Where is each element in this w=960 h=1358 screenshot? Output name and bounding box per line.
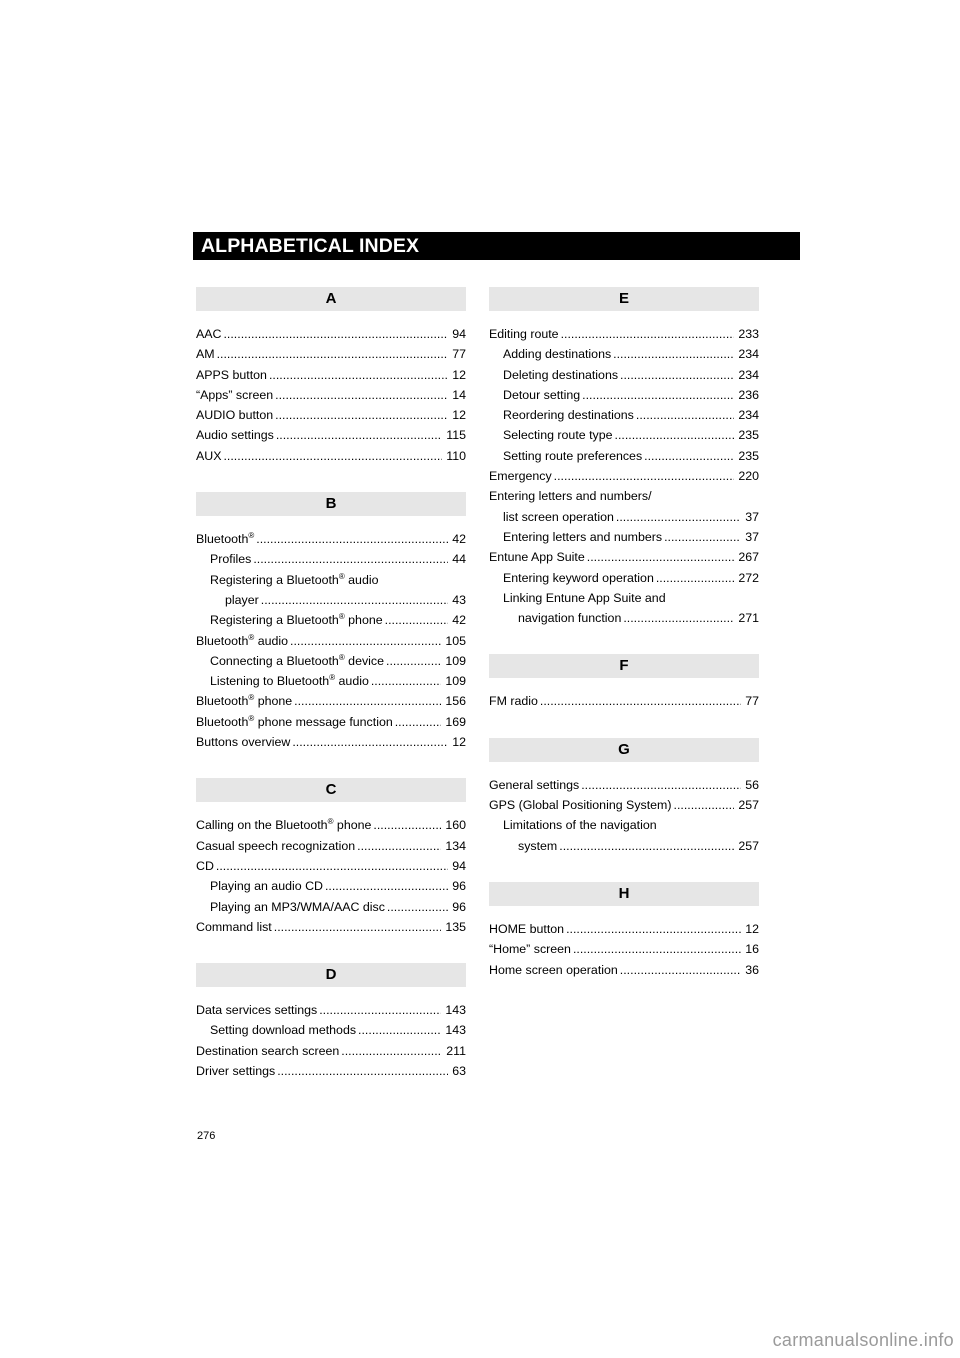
entry-label-text: HOME button	[489, 921, 565, 936]
index-entry[interactable]	[196, 897, 466, 917]
entry-label	[196, 856, 214, 876]
entry-label	[503, 446, 642, 466]
entry-label-text: Connecting a Bluetooth	[210, 653, 339, 668]
index-entry[interactable]	[489, 775, 759, 795]
registered-mark: ®	[248, 531, 255, 541]
entry-page-number: 234	[738, 347, 759, 362]
entry-label-text: AUX	[196, 448, 222, 463]
entry-label-suffix: phone message function	[254, 714, 393, 729]
entry-label	[210, 1020, 356, 1040]
entry-label	[196, 385, 273, 405]
registered-mark: ®	[248, 693, 255, 703]
entry-page-number: 143	[445, 1023, 466, 1038]
index-entry[interactable]	[489, 466, 759, 486]
leader-dots	[261, 590, 448, 610]
entry-label	[489, 547, 585, 567]
entry-label	[210, 876, 323, 896]
entry-label-text: Bluetooth	[196, 714, 249, 729]
entry-page-number: 110	[446, 448, 466, 463]
leader-dots	[644, 446, 734, 466]
index-entry[interactable]	[196, 344, 466, 364]
leader-dots	[274, 917, 442, 937]
index-entry[interactable]	[196, 324, 466, 344]
entry-page-number: 43	[452, 592, 466, 607]
index-entry-list	[196, 815, 466, 937]
entry-page-number: 271	[738, 611, 759, 626]
index-entry-list	[489, 324, 759, 628]
leader-dots	[385, 610, 449, 630]
leader-dots	[277, 1061, 448, 1081]
entry-label	[489, 939, 571, 959]
entry-page-number: 220	[738, 469, 759, 484]
entry-label-text: APPS button	[196, 367, 267, 382]
entry-label-text: Setting download methods	[210, 1023, 357, 1038]
index-entry-line	[196, 570, 466, 590]
index-entry[interactable]	[489, 939, 759, 959]
entry-page-number: 42	[452, 532, 466, 547]
index-entry[interactable]	[196, 732, 466, 752]
entry-page-number: 96	[452, 879, 466, 894]
entry-label	[489, 960, 618, 980]
index-entry[interactable]	[489, 365, 759, 385]
leader-dots	[620, 960, 741, 980]
index-section	[489, 738, 759, 856]
leader-dots	[582, 385, 734, 405]
leader-dots	[636, 405, 734, 425]
leader-dots	[559, 836, 734, 856]
index-entry[interactable]	[489, 425, 759, 445]
entry-label-suffix: phone	[344, 613, 383, 628]
leader-dots	[616, 507, 741, 527]
entry-label	[503, 425, 613, 445]
page-number: 276	[197, 1130, 216, 1142]
entry-page-number: 257	[738, 838, 759, 853]
section-letter-heading: G	[489, 738, 759, 762]
index-entry[interactable]	[196, 712, 466, 732]
index-entry[interactable]	[196, 1061, 466, 1081]
leader-dots	[217, 344, 449, 364]
entry-page-number: 56	[745, 777, 759, 792]
leader-dots	[620, 365, 734, 385]
leader-dots	[319, 1000, 441, 1020]
entry-page-number: 37	[745, 509, 759, 524]
leader-dots	[341, 1041, 442, 1061]
entry-label-suffix: audio	[344, 572, 379, 587]
index-entry[interactable]	[196, 365, 466, 385]
entry-page-number: 14	[452, 387, 466, 402]
index-section	[196, 287, 466, 466]
leader-dots	[387, 897, 448, 917]
entry-label-text: Data services settings	[196, 1003, 318, 1018]
entry-label-text: Calling on the Bluetooth	[196, 818, 328, 833]
entry-page-number: 96	[452, 899, 466, 914]
entry-label	[210, 897, 385, 917]
entry-page-number: 211	[446, 1043, 466, 1058]
entry-label-text: AUDIO button	[196, 408, 274, 423]
index-section	[196, 778, 466, 937]
entry-label: Entering letters and numbers/	[489, 489, 652, 504]
leader-dots	[613, 344, 734, 364]
section-letter-heading: B	[196, 492, 466, 516]
section-letter-heading: C	[196, 778, 466, 802]
entry-label: Registering a Bluetooth	[210, 572, 339, 587]
leader-dots	[656, 568, 734, 588]
index-entry[interactable]	[196, 610, 466, 630]
entry-page-number: 77	[452, 347, 466, 362]
entry-page-number: 16	[745, 942, 759, 957]
entry-label-text: Driver settings	[196, 1064, 276, 1079]
section-letter-heading: H	[489, 882, 759, 906]
entry-label	[210, 610, 383, 630]
entry-label-text: CD	[196, 858, 214, 873]
index-section	[196, 963, 466, 1081]
leader-dots	[371, 671, 441, 691]
index-entry[interactable]	[196, 385, 466, 405]
index-entry-list	[489, 691, 759, 711]
entry-page-number: 235	[738, 428, 759, 443]
entry-page-number: 234	[738, 367, 759, 382]
entry-label-text: Deleting destinations	[503, 367, 619, 382]
entry-label: Linking Entune App Suite and	[503, 590, 666, 605]
entry-label: Limitations of the navigation	[503, 818, 657, 833]
entry-label: navigation function	[518, 611, 622, 626]
page-title: ALPHABETICAL INDEX	[201, 235, 420, 257]
leader-dots	[275, 385, 448, 405]
entry-label-text: Entering letters and numbers	[503, 529, 663, 544]
entry-label	[196, 836, 355, 856]
entry-label-text: Bluetooth	[196, 694, 249, 709]
entry-page-number: 36	[745, 962, 759, 977]
index-entry[interactable]	[196, 1041, 466, 1061]
entry-label	[196, 365, 267, 385]
index-entry[interactable]	[196, 590, 466, 610]
leader-dots	[664, 527, 741, 547]
entry-label-text: Profiles	[210, 552, 252, 567]
entry-page-number: 267	[738, 550, 759, 565]
index-entry[interactable]	[489, 608, 759, 628]
entry-page-number: 134	[445, 838, 466, 853]
entry-label	[503, 344, 611, 364]
entry-label-text: Listening to Bluetooth	[210, 674, 330, 689]
entry-page-number: 235	[738, 448, 759, 463]
index-section	[489, 287, 759, 628]
entry-label-text: Destination search screen	[196, 1043, 340, 1058]
leader-dots	[554, 466, 735, 486]
entry-label-text: Casual speech recognization	[196, 838, 356, 853]
entry-label	[503, 405, 634, 425]
index-entry[interactable]	[196, 425, 466, 445]
entry-label	[196, 691, 292, 711]
leader-dots	[269, 365, 448, 385]
index-entry-list	[489, 919, 759, 980]
entry-label	[489, 324, 559, 344]
leader-dots	[276, 425, 442, 445]
entry-label-text: Bluetooth	[196, 532, 249, 547]
leader-dots	[223, 324, 448, 344]
entry-label-text: Home screen operation	[489, 962, 618, 977]
index-entry[interactable]	[196, 815, 466, 835]
entry-label-text: AM	[196, 347, 215, 362]
entry-label-text: Entering keyword operation	[503, 570, 654, 585]
section-letter-heading: D	[196, 963, 466, 987]
leader-dots	[561, 324, 735, 344]
entry-label	[196, 344, 215, 364]
leader-dots	[623, 608, 734, 628]
entry-label-text: Registering a Bluetooth	[210, 613, 339, 628]
entry-label-text: General settings	[489, 777, 580, 792]
index-section	[489, 654, 759, 711]
index-entry[interactable]	[489, 405, 759, 425]
index-entry[interactable]	[489, 344, 759, 364]
entry-label	[196, 1041, 339, 1061]
entry-label	[196, 405, 273, 425]
entry-label-text: Editing route	[489, 327, 559, 341]
entry-label	[196, 815, 371, 835]
index-section	[196, 492, 466, 752]
registered-mark: ®	[327, 817, 334, 827]
entry-page-number: 115	[446, 428, 466, 443]
registered-mark: ®	[248, 632, 255, 642]
entry-label: system	[518, 838, 558, 853]
entry-page-number: 12	[452, 408, 466, 423]
entry-page-number: 37	[745, 529, 759, 544]
entry-label	[196, 631, 288, 651]
leader-dots	[373, 815, 441, 835]
index-entry[interactable]	[196, 691, 466, 711]
entry-label-text: Detour setting	[503, 387, 581, 402]
index-entry[interactable]	[489, 507, 759, 527]
leader-dots	[357, 836, 441, 856]
entry-label-suffix: phone	[254, 694, 293, 709]
entry-page-number: 233	[738, 327, 759, 341]
registered-mark: ®	[338, 571, 345, 581]
leader-dots	[256, 529, 448, 549]
section-letter-heading: A	[196, 287, 466, 311]
entry-page-number: 12	[452, 367, 466, 382]
entry-page-number: 105	[445, 633, 466, 648]
index-entry-line	[489, 588, 759, 608]
index-entry[interactable]	[489, 960, 759, 980]
entry-label-text: Playing an audio CD	[210, 879, 323, 894]
entry-label-text: Selecting route type	[503, 428, 613, 443]
entry-label	[196, 446, 221, 466]
entry-page-number: 109	[445, 653, 466, 668]
entry-label-suffix: phone	[333, 818, 372, 833]
entry-page-number: 272	[738, 570, 759, 585]
index-entry[interactable]	[489, 446, 759, 466]
index-entry-list	[196, 529, 466, 752]
entry-page-number: 257	[738, 798, 759, 813]
section-letter-heading: F	[489, 654, 759, 678]
index-entry-list	[196, 1000, 466, 1081]
leader-dots	[292, 732, 448, 752]
entry-label	[489, 466, 552, 486]
entry-label-text: Adding destinations	[503, 347, 612, 362]
index-entry-line	[489, 486, 759, 506]
entry-label	[196, 529, 254, 549]
entry-label	[489, 919, 564, 939]
registered-mark: ®	[338, 612, 345, 622]
page-header	[193, 232, 800, 260]
leader-dots	[573, 939, 741, 959]
index-entry[interactable]	[196, 856, 466, 876]
entry-label: list screen operation	[503, 509, 614, 524]
index-entry[interactable]	[489, 691, 759, 711]
entry-label-suffix: audio	[254, 633, 289, 648]
entry-page-number: 63	[452, 1064, 466, 1079]
entry-label-text: Bluetooth	[196, 633, 249, 648]
index-section	[489, 882, 759, 980]
index-entry[interactable]	[196, 876, 466, 896]
entry-label-text: Playing an MP3/WMA/AAC disc	[210, 899, 385, 914]
index-entry[interactable]	[196, 836, 466, 856]
entry-label-text: AAC	[196, 327, 222, 341]
leader-dots	[540, 691, 741, 711]
index-entry[interactable]	[196, 549, 466, 569]
leader-dots	[386, 651, 441, 671]
leader-dots	[325, 876, 448, 896]
registered-mark: ®	[329, 673, 336, 683]
index-entry[interactable]	[196, 446, 466, 466]
entry-page-number: 109	[445, 674, 466, 689]
entry-page-number: 236	[738, 387, 759, 402]
index-entry[interactable]	[196, 671, 466, 691]
index-entry[interactable]	[489, 568, 759, 588]
registered-mark: ®	[338, 652, 345, 662]
entry-label-text: Setting route preferences	[503, 448, 643, 463]
leader-dots	[581, 775, 741, 795]
entry-label	[196, 917, 272, 937]
entry-page-number: 44	[452, 552, 466, 567]
entry-label-suffix: device	[344, 653, 384, 668]
entry-page-number: 42	[452, 613, 466, 628]
leader-dots	[294, 691, 441, 711]
entry-label-text: Buttons overview	[196, 735, 291, 750]
entry-label-text: Audio settings	[196, 428, 274, 443]
watermark: carmanualsonline.info	[772, 1330, 954, 1350]
entry-label-suffix: audio	[335, 674, 369, 689]
entry-page-number: 77	[745, 694, 759, 709]
leader-dots	[615, 425, 735, 445]
entry-label	[210, 651, 384, 671]
section-letter-heading: E	[489, 287, 759, 311]
leader-dots	[253, 549, 448, 569]
entry-label-text: Entune App Suite	[489, 550, 585, 565]
entry-page-number: 234	[738, 408, 759, 423]
entry-label	[503, 365, 618, 385]
entry-label-text: Command list	[196, 919, 272, 934]
index-entry[interactable]	[196, 529, 466, 549]
leader-dots	[587, 547, 735, 567]
entry-label	[196, 1000, 317, 1020]
index-entry[interactable]	[489, 836, 759, 856]
entry-label	[503, 385, 580, 405]
entry-label	[489, 795, 672, 815]
entry-page-number: 169	[445, 714, 466, 729]
leader-dots	[275, 405, 448, 425]
entry-label	[489, 691, 538, 711]
index-entry[interactable]	[489, 795, 759, 815]
entry-label	[503, 527, 662, 547]
entry-page-number: 12	[745, 921, 759, 936]
entry-label	[196, 425, 274, 445]
index-entry-list	[489, 775, 759, 856]
entry-label: player	[225, 592, 259, 607]
entry-label-text: Emergency	[489, 469, 552, 484]
index-entry[interactable]	[196, 1020, 466, 1040]
leader-dots	[566, 919, 741, 939]
entry-label-text: Reordering destinations	[503, 408, 634, 423]
leader-dots	[290, 631, 441, 651]
entry-label	[210, 671, 369, 691]
registered-mark: ®	[248, 713, 255, 723]
entry-label	[196, 1061, 275, 1081]
leader-dots	[216, 856, 448, 876]
index-entry[interactable]	[196, 1000, 466, 1020]
entry-label	[489, 775, 579, 795]
entry-label	[503, 568, 654, 588]
entry-page-number: 12	[452, 735, 466, 750]
index-entry[interactable]	[489, 527, 759, 547]
index-entry[interactable]	[489, 324, 759, 344]
entry-label	[196, 732, 290, 752]
entry-page-number: 94	[452, 327, 466, 341]
entry-page-number: 135	[445, 919, 466, 934]
index-entry[interactable]	[196, 651, 466, 671]
index-column-right	[489, 287, 759, 1006]
entry-page-number: 160	[445, 818, 466, 833]
entry-page-number: 143	[445, 1003, 466, 1018]
index-entry-line	[489, 815, 759, 835]
entry-label-text: FM radio	[489, 694, 538, 709]
index-entry-list	[196, 324, 466, 466]
index-entry[interactable]	[489, 919, 759, 939]
index-entry[interactable]	[196, 631, 466, 651]
entry-label	[196, 712, 393, 732]
index-entry[interactable]	[196, 917, 466, 937]
leader-dots	[223, 446, 442, 466]
entry-label	[210, 549, 251, 569]
entry-label-text: “Apps” screen	[196, 387, 274, 402]
entry-label-text: “Home” screen	[489, 942, 571, 957]
leader-dots	[358, 1020, 441, 1040]
index-entry[interactable]	[489, 547, 759, 567]
entry-page-number: 94	[452, 858, 466, 873]
index-entry[interactable]	[196, 405, 466, 425]
index-entry[interactable]	[489, 385, 759, 405]
entry-label-text: GPS (Global Positioning System)	[489, 798, 672, 813]
leader-dots	[395, 712, 442, 732]
entry-label	[196, 324, 221, 344]
index-column-left	[196, 287, 466, 1107]
leader-dots	[674, 795, 735, 815]
entry-page-number: 156	[445, 694, 466, 709]
